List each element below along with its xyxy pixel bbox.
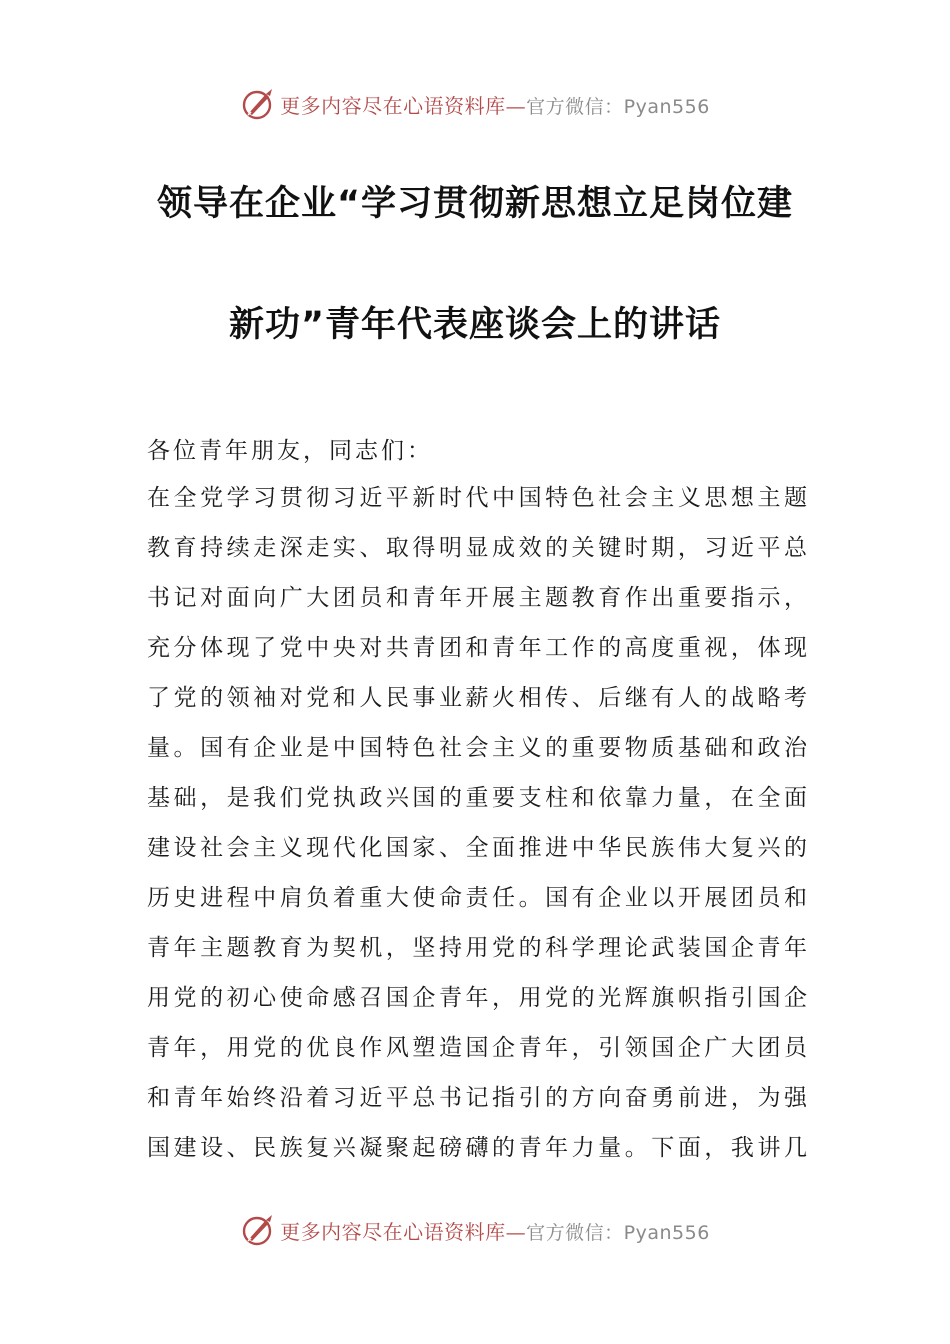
wechat-label: 官方微信：: [526, 95, 624, 118]
body-line: 国建设、民族复兴凝聚起磅礴的青年力量。下面，我讲几: [147, 1135, 807, 1161]
document-title-line-1: 领导在企业“学习贯彻新思想立足岗位建: [156, 184, 793, 224]
body-line: 充分体现了党中央对共青团和青年工作的高度重视，体现: [147, 635, 807, 661]
body-line: 历史进程中肩负着重大使命责任。国有企业以开展团员和: [147, 885, 807, 911]
body-line: 在全党学习贯彻习近平新时代中国特色社会主义思想主题: [147, 485, 807, 511]
banner-text: [280, 90, 710, 119]
banner-slogan: 更多内容尽在心语资料库—: [280, 1219, 527, 1244]
body-line: 书记对面向广大团员和青年开展主题教育作出重要指示，: [147, 585, 807, 611]
quill-pen-logo-icon: [240, 1212, 276, 1248]
greeting: 各位青年朋友，同志们：: [147, 438, 433, 464]
header-banner: [0, 82, 950, 126]
body-line: 了党的领袖对党和人民事业薪火相传、后继有人的战略考: [147, 685, 807, 711]
wechat-id: Pyan556: [623, 95, 710, 118]
quill-pen-logo-icon: [240, 86, 276, 122]
body-line: 教育持续走深走实、取得明显成效的关键时期，习近平总: [147, 535, 807, 561]
body-line: 量。国有企业是中国特色社会主义的重要物质基础和政治: [147, 735, 807, 761]
body-line: 建设社会主义现代化国家、全面推进中华民族伟大复兴的: [147, 835, 807, 861]
body-line: 青年，用党的优良作风塑造国企青年，引领国企广大团员: [147, 1035, 807, 1061]
wechat-label: 官方微信：: [526, 1221, 624, 1244]
body-line: 青年主题教育为契机，坚持用党的科学理论武装国企青年: [147, 935, 807, 961]
wechat-id: Pyan556: [623, 1221, 710, 1244]
body-line: 和青年始终沿着习近平总书记指引的方向奋勇前进，为强: [147, 1085, 807, 1111]
body-line: 基础，是我们党执政兴国的重要支柱和依靠力量，在全面: [147, 785, 807, 811]
body-line: 用党的初心使命感召国企青年，用党的光辉旗帜指引国企: [147, 985, 807, 1011]
banner-slogan: 更多内容尽在心语资料库—: [280, 93, 527, 118]
footer-banner: [0, 1208, 950, 1252]
body-text: [147, 481, 807, 1181]
banner-text: [280, 1216, 710, 1245]
document-title-line-2: 新功”青年代表座谈会上的讲话: [228, 305, 721, 345]
